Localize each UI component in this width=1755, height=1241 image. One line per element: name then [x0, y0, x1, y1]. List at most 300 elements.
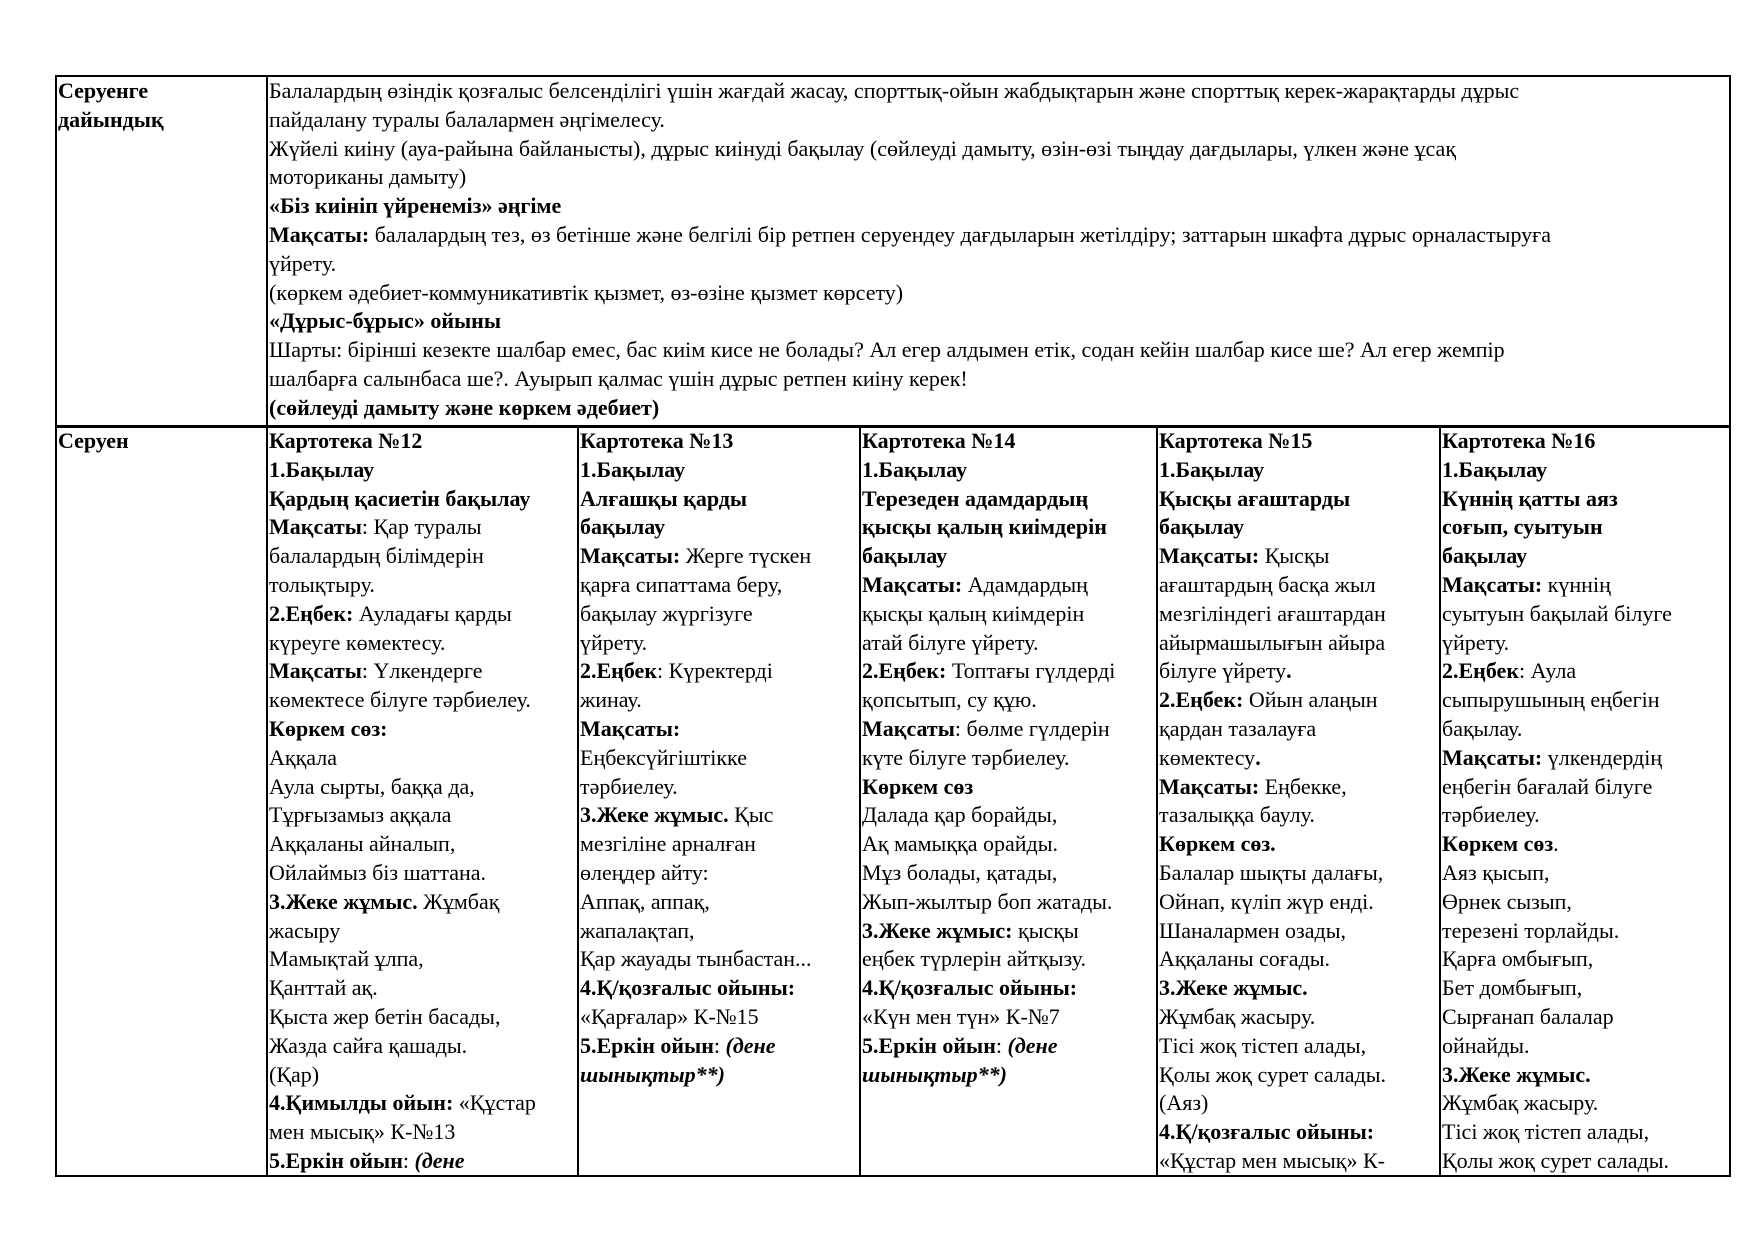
text-line [269, 336, 1729, 365]
text-line [1442, 715, 1729, 744]
text-line [1442, 1118, 1729, 1147]
text-run: 1.Бақылау [269, 456, 375, 482]
text-run: күреуге көмектесу. [269, 629, 446, 655]
text-line [269, 773, 577, 802]
text-line [1159, 715, 1439, 744]
text-line [1159, 542, 1439, 571]
text-line [1442, 427, 1729, 456]
text-line [269, 77, 1729, 106]
text-run: . [1553, 831, 1559, 857]
text-line [1159, 917, 1439, 946]
text-run: 1.Бақылау [1442, 456, 1548, 482]
text-run: Қолы жоқ сурет салады. [1159, 1061, 1387, 1087]
text-run: қопсытып, су құю. [862, 687, 1037, 713]
text-line [269, 945, 577, 974]
text-line [862, 485, 1156, 514]
card-15-content [1159, 427, 1439, 1175]
text-run: қысқы [1012, 917, 1079, 943]
text-run: бақылау [1159, 514, 1245, 540]
text-line [269, 394, 1729, 423]
text-run: суытуын бақылай білуге [1442, 600, 1672, 626]
text-run: Мұз болады, қатады, [862, 859, 1058, 885]
text-line [580, 513, 859, 542]
text-run: Жүйелі киіну (ауа-райына байланысты), дұрыс киінуді бақылау (сөйлеуді дамыту, өзін-өзі тыңдау дағдылары, үлкен және ұсақ [269, 135, 1457, 161]
text-run: Еңбекке, [1259, 773, 1347, 799]
card-cell-16 [1440, 426, 1730, 1176]
text-line [269, 163, 1729, 192]
text-run: Мақсаты: [1442, 571, 1543, 597]
text-run: 3.Жеке жұмыс. [1442, 1061, 1591, 1087]
text-line [1159, 1003, 1439, 1032]
text-run: Картотека №16 [1442, 428, 1596, 453]
text-run: Көркем сөз [862, 773, 974, 799]
text-run: Қолы жоқ сурет салады. [1442, 1147, 1670, 1173]
text-line [269, 657, 577, 686]
text-run: 3.Жеке жұмыс. [269, 888, 418, 914]
text-run: Ойнап, күліп жүр енді. [1159, 888, 1374, 914]
text-run: «Біз киініп үйренеміз» әңгіме [269, 193, 562, 219]
text-line [1442, 485, 1729, 514]
text-line [269, 1003, 577, 1032]
text-run: «Қарғалар» К-№15 [580, 1003, 759, 1029]
text-run: күте білуге тәрбиелеу. [862, 744, 1070, 770]
text-line [580, 542, 859, 571]
walk-prep-row [56, 76, 1730, 427]
text-run: атай білуге үйрету. [862, 629, 1039, 655]
text-line [1442, 1089, 1729, 1118]
text-line [1159, 629, 1439, 658]
text-run: мен мысық» К-№13 [269, 1119, 456, 1145]
text-run: Сырғанап балалар [1442, 1003, 1614, 1029]
text-line [862, 917, 1156, 946]
text-line [269, 485, 577, 514]
text-run: Аққала [269, 744, 337, 770]
text-line [580, 945, 859, 974]
text-line [269, 859, 577, 888]
text-run: Қар жауады тынбастан... [580, 946, 812, 972]
walk-label-cell [56, 426, 267, 1176]
text-run: жинау. [580, 687, 642, 713]
text-line [580, 715, 859, 744]
text-run: (дене [725, 1032, 776, 1058]
walk-label: Серуен [58, 428, 129, 453]
text-run: Жазда сайға қашады. [269, 1032, 468, 1058]
text-line [580, 830, 859, 859]
text-run: Мамықтай ұлпа, [269, 946, 424, 972]
text-run: «Дұрыс-бұрыс» ойыны [269, 308, 502, 334]
walk-prep-label-line-1: Серуенге [58, 78, 149, 103]
walk-table [55, 425, 1731, 1177]
walk-prep-label-line-2: дайындық [58, 106, 164, 132]
text-line [862, 859, 1156, 888]
text-run: терезені торлайды. [1442, 917, 1620, 943]
text-run: Мақсаты: [1442, 744, 1543, 770]
text-run: қысқы қалың киімдерін [862, 514, 1107, 540]
text-line [1159, 801, 1439, 830]
card-cell-12 [267, 426, 578, 1176]
text-run: Көркем сөз: [269, 715, 388, 741]
text-line [269, 1147, 577, 1175]
text-line [269, 629, 577, 658]
text-line [1442, 917, 1729, 946]
text-run: : [713, 1032, 726, 1058]
text-run: Тісі жоқ тістеп алады, [1159, 1032, 1367, 1058]
text-run: Жып-жылтыр боп жатады. [862, 888, 1113, 914]
text-run: үйрету. [580, 629, 648, 655]
text-run: қардан тазалауға [1159, 715, 1317, 741]
text-run: Аула сырты, баққа да, [269, 773, 475, 799]
text-run: Аққаланы соғады. [1159, 946, 1331, 972]
text-line [580, 888, 859, 917]
text-line [862, 629, 1156, 658]
text-run: (сөйлеуді дамыту және көркем әдебиет) [269, 394, 660, 420]
text-run: Қысқы ағаштарды [1159, 485, 1351, 511]
text-line [269, 221, 1729, 250]
text-run: Тісі жоқ тістеп алады, [1442, 1119, 1650, 1145]
text-run: 3.Жеке жұмыс. [580, 802, 729, 828]
text-line [862, 830, 1156, 859]
text-run: Жұмбақ жасыру. [1159, 1003, 1316, 1029]
text-line [1442, 1061, 1729, 1090]
text-line [580, 744, 859, 773]
text-run: : Қар туралы [361, 514, 482, 540]
text-line [269, 135, 1729, 164]
text-run: Балалардың өзіндік қозғалыс белсенділігі үшін жағдай жасау, спорттық-ойын жабдықтарын және спорттық керек-жарақтарды дұрыс [269, 78, 1520, 103]
text-run: Қыста жер бетін басады, [269, 1003, 501, 1029]
text-run: көмектесу [1159, 744, 1256, 770]
text-line [862, 888, 1156, 917]
text-line [1442, 888, 1729, 917]
text-line [1159, 1061, 1439, 1090]
walk-row [56, 426, 1730, 1176]
text-line [269, 1089, 577, 1118]
text-run: 2.Еңбек [580, 658, 657, 684]
text-line [269, 456, 577, 485]
text-line [1159, 513, 1439, 542]
text-line [1159, 1032, 1439, 1061]
text-run: 2.Еңбек: [269, 600, 354, 626]
text-run: «Құстар мен мысық» К- [1159, 1147, 1385, 1173]
text-line [862, 657, 1156, 686]
text-run: Балалар шықты далағы, [1159, 859, 1384, 885]
text-run: ағаштардың басқа жыл [1159, 571, 1376, 597]
text-run: «Күн мен түн» К-№7 [862, 1003, 1060, 1029]
text-line [269, 1032, 577, 1061]
text-line [1442, 456, 1729, 485]
text-run: үйрету. [1442, 629, 1510, 655]
text-run: Өрнек сызып, [1442, 888, 1572, 914]
text-line [269, 307, 1729, 336]
text-line [580, 456, 859, 485]
text-run: өлеңдер айту: [580, 859, 709, 885]
text-run: Адамдардың [962, 571, 1088, 597]
text-line [1159, 859, 1439, 888]
text-line [1442, 542, 1729, 571]
text-line [580, 600, 859, 629]
text-run: жасыру [269, 917, 341, 943]
text-run: пайдалану туралы балалармен әңгімелесу. [269, 106, 665, 132]
text-run: Ойлаймыз біз шаттана. [269, 859, 487, 885]
text-line [580, 571, 859, 600]
text-run: шалбарға салынбаса ше?. Ауырып қалмас үшін дұрыс ретпен киіну керек! [269, 365, 968, 391]
text-run: Аяз қысып, [1442, 859, 1550, 885]
text-run: : бөлме гүлдерін [954, 715, 1110, 741]
text-run: бақылау [580, 514, 666, 540]
text-run: мезгіліне арналған [580, 831, 756, 857]
text-run: : Аула [1519, 658, 1577, 684]
text-run: Картотека №15 [1159, 428, 1313, 453]
text-run: Далада қар борайды, [862, 802, 1058, 828]
text-line [1159, 571, 1439, 600]
text-line [269, 542, 577, 571]
text-run: шынықтыр**) [580, 1061, 725, 1087]
card-cell-13 [578, 426, 860, 1176]
text-line [862, 945, 1156, 974]
text-line [862, 715, 1156, 744]
text-run: : [402, 1147, 415, 1173]
text-line [1442, 571, 1729, 600]
text-line [1442, 859, 1729, 888]
text-run: Қарға омбығып, [1442, 946, 1594, 972]
text-line [1442, 773, 1729, 802]
text-run: толықтыру. [269, 571, 375, 597]
text-run: Мақсаты: [1159, 773, 1260, 799]
text-run: . [1255, 744, 1261, 770]
text-line [269, 571, 577, 600]
text-line [862, 1032, 1156, 1061]
text-run: 5.Еркін ойын [269, 1147, 403, 1173]
text-run: Мақсаты: [1159, 543, 1260, 569]
text-run: Шаналармен озады, [1159, 917, 1346, 943]
text-line [580, 974, 859, 1003]
text-run: : [995, 1032, 1008, 1058]
text-run: соғып, суытуын [1442, 514, 1603, 540]
text-line [269, 801, 577, 830]
text-run: Картотека №14 [862, 428, 1016, 453]
text-run: Ауладағы қарды [353, 600, 512, 626]
text-run: 2.Еңбек [1442, 658, 1519, 684]
text-line [862, 513, 1156, 542]
card-12-content [269, 427, 577, 1175]
text-run: 4.Қимылды ойын: [269, 1090, 454, 1116]
text-line [269, 830, 577, 859]
card-14-content [862, 427, 1156, 1175]
text-line [862, 1003, 1156, 1032]
text-run: Аққаланы айналып, [269, 831, 456, 857]
text-run: Мақсаты [269, 658, 362, 684]
text-line [1159, 830, 1439, 859]
text-run: Ақ мамыққа орайды. [862, 831, 1058, 857]
text-run: жапалақтап, [580, 917, 695, 943]
text-line [1442, 1147, 1729, 1175]
text-run: Қысқы [1259, 543, 1330, 569]
text-line [1159, 657, 1439, 686]
text-run: еңбегін бағалай білуге [1442, 773, 1653, 799]
text-line [1159, 686, 1439, 715]
text-run: Аппақ, аппақ, [580, 888, 710, 914]
text-run: (Қар) [269, 1061, 320, 1087]
text-run: моториканы дамыту) [269, 164, 467, 190]
text-line [269, 365, 1729, 394]
text-line [269, 686, 577, 715]
text-run: көмектесе білуге тәрбиелеу. [269, 687, 531, 713]
text-run: Еңбексүйгіштікке [580, 744, 747, 770]
text-line [1442, 513, 1729, 542]
text-line [580, 859, 859, 888]
text-run: Мақсаты: [269, 221, 370, 247]
walk-prep-content-cell [267, 76, 1730, 427]
text-run: тәрбиелеу. [1442, 802, 1540, 828]
text-run: 5.Еркін ойын [580, 1032, 714, 1058]
text-line [269, 600, 577, 629]
text-run: бақылау [862, 543, 948, 569]
text-run: білуге үйрету [1159, 658, 1287, 684]
text-line [862, 456, 1156, 485]
text-run: Күннің қатты аяз [1442, 485, 1618, 511]
text-line [269, 250, 1729, 279]
text-run: Мақсаты [862, 715, 955, 741]
text-run: үйрету. [269, 250, 337, 276]
text-line [862, 1061, 1156, 1090]
text-line [580, 1003, 859, 1032]
text-run: «Құстар [453, 1090, 536, 1116]
card-16-content [1442, 427, 1729, 1175]
text-run: : Үлкендерге [361, 658, 483, 684]
text-line [269, 974, 577, 1003]
text-run: Ойын алаңын [1243, 687, 1378, 713]
text-run: Мақсаты: [862, 571, 963, 597]
text-line [1442, 1003, 1729, 1032]
text-run: 1.Бақылау [580, 456, 686, 482]
text-line [1159, 974, 1439, 1003]
text-run: Алғашқы қарды [580, 485, 748, 511]
text-line [580, 1061, 859, 1090]
text-run: Картотека №13 [580, 428, 734, 453]
text-run: Терезеден адамдардың [862, 485, 1089, 511]
text-run: Мақсаты: [580, 715, 681, 741]
text-line [269, 279, 1729, 308]
text-run: балалардың тез, өз бетінше және белгілі бір ретпен серуендеу дағдыларын жетілдіру; заттарын шкафта дұрыс орналастыруға [369, 221, 1551, 247]
text-run: бақылау [1442, 543, 1528, 569]
text-line [269, 427, 577, 456]
text-line [1442, 801, 1729, 830]
text-run: тазалыққа баулу. [1159, 802, 1315, 828]
text-line [1442, 744, 1729, 773]
text-line [580, 917, 859, 946]
text-run: Топтағы гүлдерді [946, 658, 1116, 684]
card-13-content [580, 427, 859, 1175]
text-line [1442, 945, 1729, 974]
text-run: Көркем сөз [1442, 831, 1554, 857]
text-run: (дене [1007, 1032, 1058, 1058]
text-run: Көркем сөз. [1159, 831, 1276, 857]
text-run: Мақсаты: [580, 543, 681, 569]
text-line [1159, 1089, 1439, 1118]
text-line [269, 192, 1729, 221]
text-line [862, 542, 1156, 571]
text-run: . [1286, 658, 1292, 684]
text-run: қарға сипаттама беру, [580, 571, 783, 597]
text-run: 5.Еркін ойын [862, 1032, 996, 1058]
text-line [1159, 945, 1439, 974]
text-line [1159, 427, 1439, 456]
text-line [1159, 485, 1439, 514]
walk-prep-label-cell [56, 76, 267, 427]
text-run: бақылау жүргізуге [580, 600, 753, 626]
walk-prep-table [55, 75, 1731, 428]
text-run: Қанттай ақ. [269, 975, 378, 1001]
text-run: балалардың білімдерін [269, 543, 484, 569]
text-run: Шарты: бірінші кезекте шалбар емес, бас киім кисе не болады? Ал егер алдымен етік, содан кейін шалбар кисе ше? Ал егер жемпір [269, 337, 1505, 363]
text-run: (дене [414, 1147, 465, 1173]
text-run: айырмашылығын айыра [1159, 629, 1386, 655]
text-line [269, 888, 577, 917]
text-line [1442, 974, 1729, 1003]
text-line [1159, 773, 1439, 802]
text-run: 1.Бақылау [862, 456, 968, 482]
text-run: (көркем әдебиет-коммуникативтік қызмет, өз-өзіне қызмет көрсету) [269, 279, 904, 305]
text-line [1442, 657, 1729, 686]
card-cell-15 [1157, 426, 1440, 1176]
text-run: Картотека №12 [269, 428, 423, 453]
text-run: шынықтыр**) [862, 1061, 1007, 1087]
text-run: тәрбиелеу. [580, 773, 678, 799]
text-run: 1.Бақылау [1159, 456, 1265, 482]
text-line [269, 715, 577, 744]
text-line [1442, 830, 1729, 859]
text-run: 4.Қ/қозғалыс ойыны: [580, 975, 796, 1001]
text-line [269, 513, 577, 542]
text-line [862, 773, 1156, 802]
text-line [862, 974, 1156, 1003]
text-run: мезгіліндегі ағаштардан [1159, 600, 1386, 626]
text-line [580, 657, 859, 686]
text-line [269, 744, 577, 773]
text-line [862, 600, 1156, 629]
text-run: ойнайды. [1442, 1032, 1530, 1058]
text-line [580, 485, 859, 514]
text-line [580, 1032, 859, 1061]
text-run: Жерге түскен [680, 543, 812, 569]
text-run: 3.Жеке жұмыс: [862, 917, 1013, 943]
text-run: 4.Қ/қозғалыс ойыны: [862, 975, 1078, 1001]
text-line [1159, 744, 1439, 773]
text-line [580, 427, 859, 456]
text-line [1159, 456, 1439, 485]
text-run: Жұмбақ [417, 888, 500, 914]
text-line [580, 686, 859, 715]
text-run: бақылау. [1442, 715, 1523, 741]
text-run: 2.Еңбек: [862, 658, 947, 684]
text-run: Мақсаты [269, 514, 362, 540]
text-line [1159, 600, 1439, 629]
text-run: Қыс [728, 802, 774, 828]
text-line [1442, 629, 1729, 658]
walk-prep-content [269, 77, 1729, 423]
text-line [862, 801, 1156, 830]
text-line [269, 106, 1729, 135]
text-line [862, 686, 1156, 715]
text-run: Қардың қасиетін бақылау [269, 485, 531, 511]
text-run: еңбек түрлерін айтқызу. [862, 946, 1086, 972]
text-line [1442, 1032, 1729, 1061]
text-run: (Аяз) [1159, 1090, 1209, 1116]
text-line [580, 629, 859, 658]
text-line [1159, 1147, 1439, 1175]
card-cell-14 [860, 426, 1157, 1176]
text-run: сыпырушының еңбегін [1442, 687, 1660, 713]
text-run: : Күректерді [657, 658, 773, 684]
